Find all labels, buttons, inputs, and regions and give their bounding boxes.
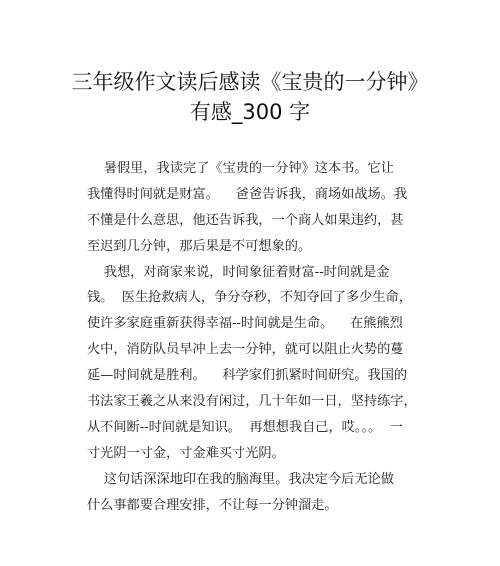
body-line: 从不间断--时间就是知识。 再想想我自己，哎。。。 一 <box>87 419 403 435</box>
title-line-1: 三年级作文读后感读《宝贵的一分钟》 <box>71 70 429 94</box>
body-line: 我懂得时间就是财富。 爸爸告诉我，商场如战场。我 <box>87 186 408 202</box>
body-line: 暑假里，我读完了《宝贵的一分钟》这本书。它让 <box>87 161 394 176</box>
title-line-2: 有感_300 字 <box>189 100 311 124</box>
body-line: 寸光阴一寸金，寸金难买寸光阴。 <box>87 445 285 461</box>
document-title <box>0 67 500 127</box>
body-line: 延—时间就是胜利。 科学家们抓紧时间研究。我国的 <box>87 368 408 384</box>
body-line: 什么事都要合理安排，不让每一分钟溜走。 <box>87 497 338 513</box>
body-line: 至迟到几分钟，那后果是不可想象的。 <box>87 238 312 254</box>
body-line: 钱。 医生抢救病人，争分夺秒，不知夺回了多少生命， <box>87 290 412 306</box>
body-line: 火中，消防队员早冲上去一分钟，就可以阻止火势的蔓 <box>87 342 404 358</box>
body-line: 使许多家庭重新获得幸福--时间就是生命。 在熊熊烈 <box>87 316 403 332</box>
body-line: 不懂是什么意思，他还告诉我，一个商人如果违约，甚 <box>87 212 404 228</box>
document-body <box>87 156 417 518</box>
body-line: 我想，对商家来说，时间象征着财富--时间就是金 <box>87 264 390 280</box>
body-line: 这句话深深地印在我的脑海里。我决定今后无论做 <box>87 471 394 487</box>
body-line: 书法家王羲之从来没有闲过，几十年如一日，坚持练字， <box>87 394 417 410</box>
